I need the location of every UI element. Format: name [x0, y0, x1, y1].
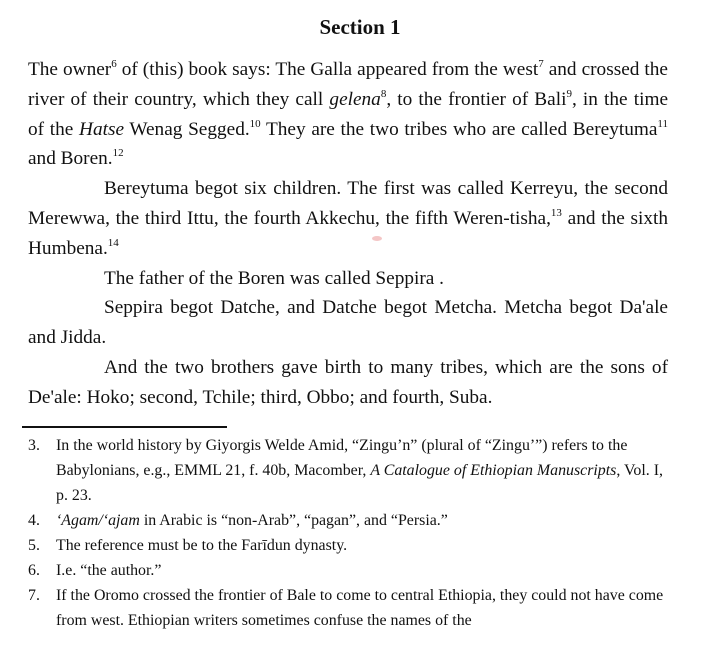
text-run: and crossed the river of their country, which they call: [28, 59, 668, 110]
text-run: , Vol. I, p. 23.: [56, 462, 663, 504]
footnote-number: 3.: [28, 437, 40, 454]
text-run: Bereytuma begot six children. The first was called Kerreyu, the second Merewwa, the third Ittu, the fourth Akkechu, the fifth Weren-tisha,: [28, 178, 668, 229]
footnote-item: [28, 583, 668, 633]
footnote-number: 5.: [28, 537, 40, 554]
footnote-item: [28, 433, 668, 508]
footnote-ref[interactable]: 6: [111, 58, 117, 70]
main-text: [28, 55, 668, 413]
footnote-ref[interactable]: 7: [538, 58, 544, 70]
footnote-item: [28, 533, 668, 558]
paragraph-1: [28, 55, 668, 174]
paragraph-4: Seppira begot Datche, and Datche begot Metcha. Metcha begot Da'ale and Jidda.: [28, 297, 668, 349]
text-run: , in the time of the: [28, 88, 669, 140]
text-run: in Arabic is “non-Arab”, “pagan”, and “Persia.”: [139, 512, 448, 529]
italic-title: A Catalogue of Ethiopian Manuscripts: [370, 462, 617, 479]
text-run: They are the two tribes who are called Bereytuma: [260, 118, 658, 140]
footnote-ref[interactable]: 8: [380, 87, 387, 100]
footnote-item: [28, 508, 668, 533]
text-run: of (this) book says: The Galla appeared from the west: [116, 59, 539, 80]
section-heading: Section 1: [319, 15, 401, 39]
footnote-ref[interactable]: 14: [107, 236, 119, 249]
paragraph-5: And the two brothers gave birth to many tribes, which are the sons of De'ale: Hoko; second, Tchile; third, Obbo; and fourth, Suba.: [28, 356, 668, 408]
italic-term: Hatse: [79, 118, 124, 140]
footnote-number: 6.: [28, 562, 40, 579]
text-run: and the sixth Humbena.: [28, 207, 668, 259]
footnote-ref[interactable]: 11: [657, 117, 668, 130]
footnote-text: If the Oromo crossed the frontier of Bale to come to central Ethiopia, they could not have come from west. Ethiopian writers sometimes confuse the names of the: [56, 587, 664, 629]
text-run: In the world history by Giyorgis Welde Amid, “Zingu’n” (plural of “Zingu’”) refers to the Babylonians, e.g., EMML 21, f. 40b, Macomber,: [56, 437, 628, 479]
footnote-text: [56, 433, 668, 508]
text-run: and Boren.: [28, 148, 113, 170]
paragraph-2: [28, 174, 668, 263]
footnote-text: The reference must be to the Farīdun dynasty.: [56, 537, 348, 554]
text-run: Wenag Segged.: [124, 118, 250, 140]
italic-term: ‘Agam/‘ajam: [56, 512, 140, 529]
footnote-text: I.e. “the author.”: [56, 562, 162, 579]
italic-term: gelena: [329, 88, 381, 110]
footnote-ref[interactable]: 9: [566, 87, 572, 100]
footnote-ref[interactable]: 10: [249, 117, 261, 130]
text-run: The owner: [28, 59, 112, 80]
footnote-number: 4.: [28, 512, 40, 529]
text-run: , to the frontier of Bali: [386, 88, 567, 110]
ink-smudge: [372, 236, 382, 241]
footnote-divider: [22, 426, 227, 428]
footnote-number: 7.: [28, 587, 40, 604]
footnotes: [28, 433, 668, 633]
footnote-ref[interactable]: 13: [550, 206, 562, 219]
paragraph-3: The father of the Boren was called Seppira .: [104, 267, 444, 289]
footnote-text: [56, 508, 668, 533]
footnote-item: [28, 558, 668, 583]
footnote-ref[interactable]: 12: [112, 147, 124, 160]
